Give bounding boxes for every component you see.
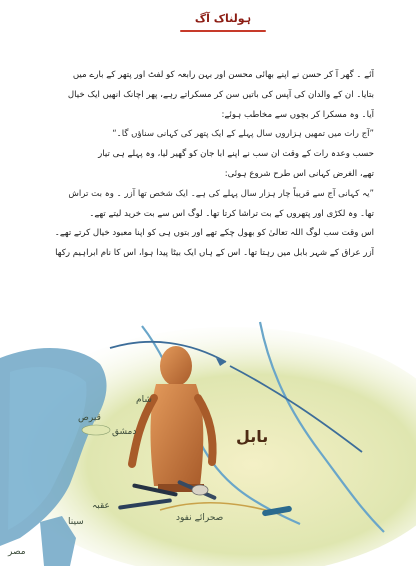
page-title: ہولناک آگ: [194, 12, 252, 25]
story-line-10: آزر عراق کے شہر بابل میں رہتا تھا۔ اس کے ہاں ایک بیٹا پیدا ہوا، اس کا نام ابراہیم رکھا: [55, 248, 374, 259]
story-line-8: تھا۔ وہ لکڑی اور پتھروں کے بت تراشا کرتا تھا۔ لوگ اس سے بت خرید لیتے تھے۔: [89, 208, 374, 219]
label-desert: صحرائے نفود: [176, 513, 224, 523]
story-line-3: آیا۔ وہ مسکرا کر بچوں سے مخاطب ہوئے:: [221, 109, 374, 120]
story-text: [44, 66, 374, 264]
map-illustration: [0, 302, 416, 566]
label-sinai: سینا: [68, 517, 84, 527]
story-line-9: اس وقت سب لوگ اللہ تعالیٰ کو بھول چکے تھے اور بتوں ہی کو اپنا معبود خیال کرتے تھے۔: [54, 228, 374, 239]
label-babylon: بابل: [236, 427, 269, 446]
label-aqaba: عقبہ: [92, 501, 110, 511]
title-underline: [180, 30, 266, 32]
label-cyprus: قبرص: [78, 413, 101, 423]
cyprus-island: [82, 425, 110, 435]
story-line-1: آئے ۔ گھر آ کر حسن نے اپنے بھائی محسن اور بہن رابعہ کو لفٹ اور پتھر کے بارے میں: [72, 70, 374, 80]
story-line-2: بتایا۔ ان کے والدان کی آپس کی باتیں سن کر مسکراتے رہے، پھر اچانک انھیں ایک خیال: [67, 89, 374, 100]
story-line-6: تھے، الغرض کہانی اس طرح شروع ہوئی:: [224, 168, 374, 179]
label-egypt: مصر: [8, 547, 26, 557]
story-line-5: حسب وعدہ رات کے وقت ان سب نے اپنے ابا جان کو گھیر لیا، وہ پہلے ہی تیار: [98, 149, 374, 160]
label-damascus: دمشق: [112, 427, 137, 437]
story-line-4: ”آج رات میں تمھیں ہزاروں سال پہلے کے ایک پتھر کی کہانی سناؤں گا۔“: [112, 129, 374, 140]
label-sham: شام: [136, 395, 152, 405]
story-line-7: ”یہ کہانی آج سے قریباً چار ہزار سال پہلے کی ہے۔ ایک شخص تھا آزر ۔ وہ بت تراش: [68, 188, 374, 199]
